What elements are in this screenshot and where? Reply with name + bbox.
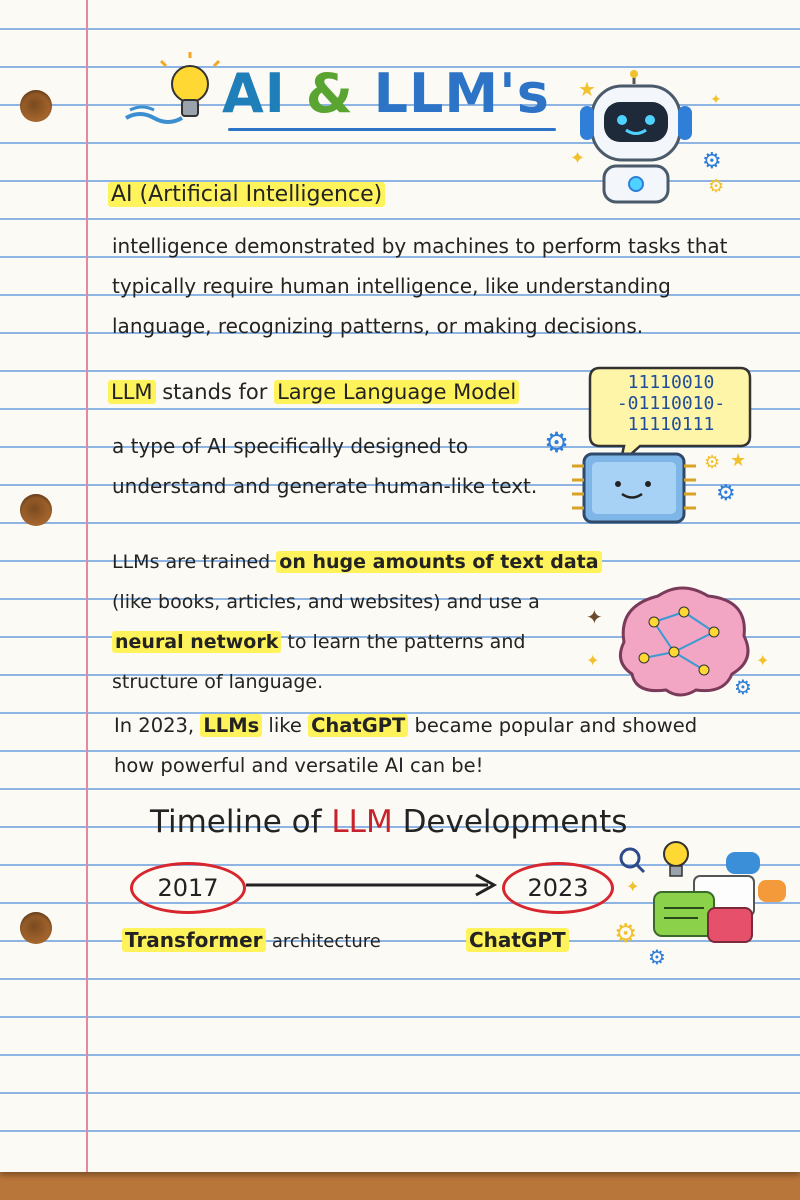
punch-hole [20,90,52,122]
binary-line: -01110010- [616,393,726,414]
llm-full-name: Large Language Model [274,380,519,404]
start-year-text: 2017 [157,874,219,902]
binary-line: 11110111 [627,414,715,435]
punch-hole [20,494,52,526]
transformer-highlight: Transformer [122,928,266,952]
svg-text:✦: ✦ [756,651,770,670]
timeline-title-llm: LLM [331,804,393,840]
svg-text:⚙: ⚙ [734,675,752,699]
llm-stands-for: stands for [162,380,268,404]
svg-text:⚙: ⚙ [702,149,722,174]
margin-line [86,0,88,1172]
svg-text:⚙: ⚙ [648,945,666,969]
punch-hole [20,912,52,944]
ai-definition-line: intelligence demonstrated by machines to perform tasks that [112,234,728,258]
llm-abbr: LLM [108,380,156,404]
title-llms: LLM's [373,62,550,125]
timeline-arrow [244,872,500,898]
timeline-title-text: Developments [402,804,628,840]
chatgpt-highlight: ChatGPT [308,714,408,737]
training-paragraph [112,542,602,702]
llm-heading [108,380,519,404]
svg-text:⚙: ⚙ [614,919,638,949]
neural-network-highlight: neural network [112,631,281,653]
chat-bubbles-icon [614,824,794,974]
popularity-text: In 2023, [114,714,195,737]
llms-highlight: LLMs [200,714,262,737]
svg-text:⚙: ⚙ [704,452,721,473]
llm-definition-line: a type of AI specifically designed to [112,434,469,458]
svg-text:✦: ✦ [586,651,600,670]
training-highlight: on huge amounts of text data [276,551,601,573]
svg-text:✦: ✦ [570,148,586,169]
svg-text:⚙: ⚙ [716,481,736,506]
title-underline [228,128,556,131]
timeline-end-year [502,862,614,914]
chip-icon [540,420,760,530]
svg-text:⚙: ⚙ [544,426,570,459]
timeline-title [150,804,627,840]
end-year-text: 2023 [527,874,589,902]
popularity-line: how powerful and versatile AI can be! [114,754,484,777]
timeline-title-text: Timeline of [150,804,322,840]
binary-line: 11110010 [627,372,715,393]
svg-text:★: ★ [578,77,596,101]
timeline-start-year [130,862,246,914]
lightbulb-icon [120,52,220,132]
title-ampersand: & [305,62,354,125]
svg-text:★: ★ [730,450,747,471]
svg-text:✦: ✦ [626,877,640,896]
svg-text:✦: ✦ [710,92,722,108]
robot-icon [560,68,760,208]
svg-text:⚙: ⚙ [708,176,725,197]
timeline-end-label [466,928,569,952]
ai-definition-line: language, recognizing patterns, or making decisions. [112,314,644,338]
llm-definition-line: understand and generate human-like text. [112,474,538,498]
llm-definition [112,426,537,506]
popularity-paragraph [114,706,697,786]
ai-definition-line: typically require human intelligence, like understanding [112,274,671,298]
training-line: structure of language. [112,671,324,693]
training-text: to learn the patterns and [287,631,526,653]
training-line [112,542,602,582]
ai-definition [112,226,727,346]
ai-heading-text: AI (Artificial Intelligence) [108,182,385,207]
architecture-text: architecture [271,931,381,952]
popularity-text: became popular and showed [414,714,698,737]
svg-text:✦: ✦ [586,605,603,629]
training-line: (like books, articles, and websites) and use a [112,591,540,613]
brain-icon [584,582,774,702]
training-line [112,622,602,662]
popularity-line [114,706,697,746]
popularity-text: like [268,714,302,737]
timeline-start-label [122,928,381,952]
training-text: LLMs are trained [112,551,271,573]
page-title [222,62,550,125]
ai-heading [108,182,385,207]
chatgpt-label: ChatGPT [466,928,569,952]
title-ai: AI [222,62,286,125]
